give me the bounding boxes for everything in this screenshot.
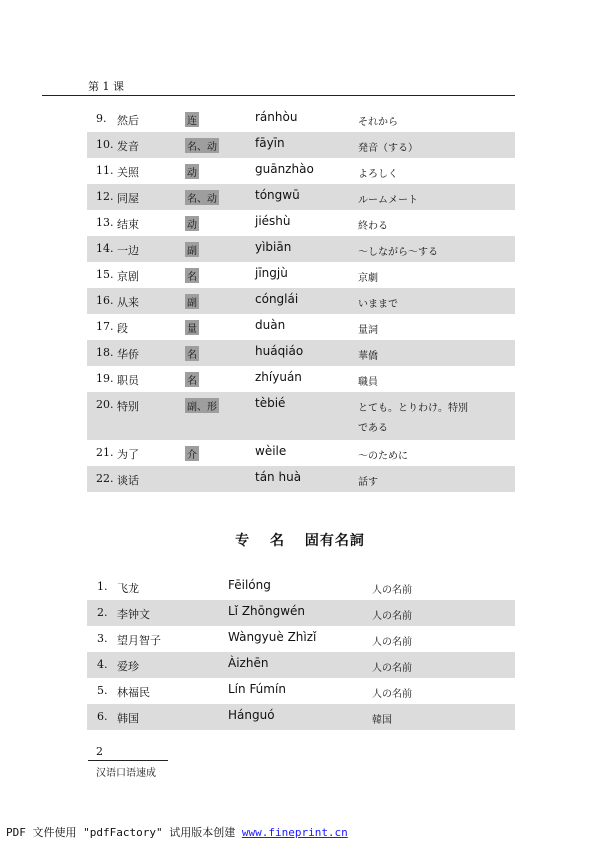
vocab-meaning xyxy=(358,191,418,206)
vocab-pinyin: jīngjù xyxy=(255,266,288,280)
vocab-meaning xyxy=(358,347,378,362)
vocab-row xyxy=(87,158,515,184)
vocab-meaning xyxy=(358,373,378,388)
part-of-speech-badge: 名 xyxy=(185,372,199,387)
vocab-number: 17. xyxy=(96,320,114,333)
vocab-row xyxy=(87,440,515,466)
vocab-meaning-line: 話す xyxy=(358,477,378,488)
vocab-meaning-line: 終わる xyxy=(358,221,388,232)
vocab-meaning xyxy=(358,269,378,284)
vocab-meaning xyxy=(358,243,438,258)
vocab-pinyin: cónglái xyxy=(255,292,299,306)
vocab-row xyxy=(87,366,515,392)
proper-noun-pinyin: Fēilóng xyxy=(228,578,271,592)
vocab-meaning xyxy=(358,447,408,462)
proper-noun-number: 6. xyxy=(97,710,108,723)
vocab-number: 13. xyxy=(96,216,114,229)
vocab-word: 华侨 xyxy=(117,348,139,361)
part-of-speech-badge: 副 xyxy=(185,294,199,309)
vocab-meaning-line: ルームメート xyxy=(358,195,418,206)
vocab-number: 15. xyxy=(96,268,114,281)
proper-noun-row xyxy=(87,574,515,600)
pdf-watermark xyxy=(6,824,348,840)
vocab-number: 21. xyxy=(96,446,114,459)
proper-noun-word: 飞龙 xyxy=(117,582,139,595)
proper-noun-word: 李钟文 xyxy=(117,608,150,621)
proper-noun-meaning: 人の名前 xyxy=(372,637,412,648)
vocab-meaning xyxy=(358,139,418,154)
vocab-pinyin: wèile xyxy=(255,444,287,458)
vocab-number: 12. xyxy=(96,190,114,203)
vocab-word: 同屋 xyxy=(117,192,139,205)
proper-noun-row xyxy=(87,678,515,704)
vocab-number: 10. xyxy=(96,138,114,151)
proper-noun-word: 林福民 xyxy=(117,686,150,699)
vocab-row xyxy=(87,262,515,288)
part-of-speech-badge: 动 xyxy=(185,216,199,231)
part-of-speech-badge: 量 xyxy=(185,320,199,335)
vocab-meaning-line: 京劇 xyxy=(358,273,378,284)
proper-nouns-table xyxy=(87,574,515,730)
part-of-speech-badge: 连 xyxy=(185,112,199,127)
vocab-row xyxy=(87,106,515,132)
proper-noun-number: 2. xyxy=(97,606,108,619)
vocab-word: 一边 xyxy=(117,244,139,257)
vocab-word: 职员 xyxy=(117,374,139,387)
vocab-pinyin: huáqiáo xyxy=(255,344,304,358)
vocab-meaning-line: ～のために xyxy=(358,451,408,462)
vocab-pinyin: zhíyuán xyxy=(255,370,302,384)
proper-noun-row xyxy=(87,626,515,652)
vocab-number: 20. xyxy=(96,398,114,411)
vocab-row xyxy=(87,340,515,366)
part-of-speech-badge: 副、形 xyxy=(185,398,219,413)
proper-nouns-title: 专 名 固有名詞 xyxy=(235,533,365,549)
proper-noun-word: 韩国 xyxy=(117,712,139,725)
header-divider xyxy=(42,95,515,96)
vocab-meaning-line: 量詞 xyxy=(358,325,378,336)
proper-noun-meaning: 人の名前 xyxy=(372,689,412,700)
vocab-pinyin: tóngwū xyxy=(255,188,300,202)
proper-noun-row xyxy=(87,600,515,626)
book-title: 汉语口语速成 xyxy=(96,768,156,779)
vocab-row xyxy=(87,392,515,440)
proper-noun-word: 爱珍 xyxy=(117,660,139,673)
proper-noun-number: 3. xyxy=(97,632,108,645)
vocab-meaning xyxy=(358,473,378,488)
proper-noun-meaning: 人の名前 xyxy=(372,611,412,622)
vocab-word: 结束 xyxy=(117,218,139,231)
vocab-word: 然后 xyxy=(117,114,139,127)
vocab-row xyxy=(87,288,515,314)
vocab-row xyxy=(87,314,515,340)
vocab-number: 14. xyxy=(96,242,114,255)
vocab-number: 22. xyxy=(96,472,114,485)
watermark-text: PDF 文件使用 "pdfFactory" 试用版本创建 xyxy=(6,826,236,839)
proper-noun-pinyin: Wàngyuè Zhìzǐ xyxy=(228,630,317,644)
vocab-number: 11. xyxy=(96,164,114,177)
vocab-number: 18. xyxy=(96,346,114,359)
proper-noun-row xyxy=(87,704,515,730)
part-of-speech-badge: 名 xyxy=(185,268,199,283)
vocabulary-table xyxy=(87,106,515,492)
proper-noun-meaning: 人の名前 xyxy=(372,663,412,674)
vocab-meaning xyxy=(358,399,468,434)
part-of-speech-badge: 名、动 xyxy=(185,138,219,153)
vocab-pinyin: tán huà xyxy=(255,470,302,484)
part-of-speech-badge: 名 xyxy=(185,346,199,361)
lesson-header: 第 1 课 xyxy=(88,80,124,93)
vocab-word: 关照 xyxy=(117,166,139,179)
vocab-word: 特别 xyxy=(117,400,139,413)
vocab-meaning xyxy=(358,321,378,336)
page-number: 2 xyxy=(96,745,103,758)
part-of-speech-badge: 动 xyxy=(185,164,199,179)
vocab-meaning-line: とても。とりわけ。特別 xyxy=(358,403,468,414)
vocab-row xyxy=(87,210,515,236)
vocab-meaning xyxy=(358,295,398,310)
proper-noun-number: 1. xyxy=(97,580,108,593)
proper-noun-pinyin: Lǐ Zhōngwén xyxy=(228,604,306,618)
vocab-row xyxy=(87,466,515,492)
proper-noun-pinyin: Hánguó xyxy=(228,708,275,722)
vocab-meaning xyxy=(358,165,398,180)
vocab-meaning-line: ～しながら～する xyxy=(358,247,438,258)
vocab-pinyin: yìbiān xyxy=(255,240,292,254)
vocab-meaning xyxy=(358,217,388,232)
vocab-pinyin: fāyīn xyxy=(255,136,285,150)
vocab-word: 段 xyxy=(117,322,128,335)
vocab-pinyin: duàn xyxy=(255,318,286,332)
proper-noun-meaning: 韓国 xyxy=(372,715,392,726)
vocab-meaning-line: いままで xyxy=(358,299,398,310)
vocab-number: 9. xyxy=(96,112,107,125)
vocab-word: 谈话 xyxy=(117,474,139,487)
vocab-row xyxy=(87,236,515,262)
vocab-pinyin: guānzhào xyxy=(255,162,314,176)
vocab-meaning-line: よろしく xyxy=(358,169,398,180)
watermark-link[interactable]: www.fineprint.cn xyxy=(241,826,348,839)
vocab-meaning-line: 職員 xyxy=(358,377,378,388)
vocab-word: 京剧 xyxy=(117,270,139,283)
vocab-meaning-line: 華僑 xyxy=(358,351,378,362)
proper-noun-meaning: 人の名前 xyxy=(372,585,412,596)
vocab-number: 19. xyxy=(96,372,114,385)
vocab-word: 发音 xyxy=(117,140,139,153)
footer-divider xyxy=(88,760,168,761)
vocab-row xyxy=(87,184,515,210)
vocab-meaning xyxy=(358,113,398,128)
part-of-speech-badge: 副 xyxy=(185,242,199,257)
part-of-speech-badge: 名、动 xyxy=(185,190,219,205)
proper-noun-word: 望月智子 xyxy=(117,634,161,647)
vocab-pinyin: tèbié xyxy=(255,396,286,410)
vocab-number: 16. xyxy=(96,294,114,307)
part-of-speech-badge: 介 xyxy=(185,446,199,461)
vocab-word: 为了 xyxy=(117,448,139,461)
proper-noun-number: 4. xyxy=(97,658,108,671)
vocab-meaning-line: それから xyxy=(358,117,398,128)
vocab-pinyin: ránhòu xyxy=(255,110,298,124)
vocab-meaning-line: 発音（する） xyxy=(358,143,418,154)
proper-noun-pinyin: Àizhēn xyxy=(228,656,269,670)
vocab-word: 从来 xyxy=(117,296,139,309)
proper-noun-row xyxy=(87,652,515,678)
proper-noun-number: 5. xyxy=(97,684,108,697)
proper-noun-pinyin: Lín Fúmín xyxy=(228,682,286,696)
vocab-pinyin: jiéshù xyxy=(255,214,291,228)
vocab-row xyxy=(87,132,515,158)
vocab-meaning-line-2: である xyxy=(358,423,388,434)
